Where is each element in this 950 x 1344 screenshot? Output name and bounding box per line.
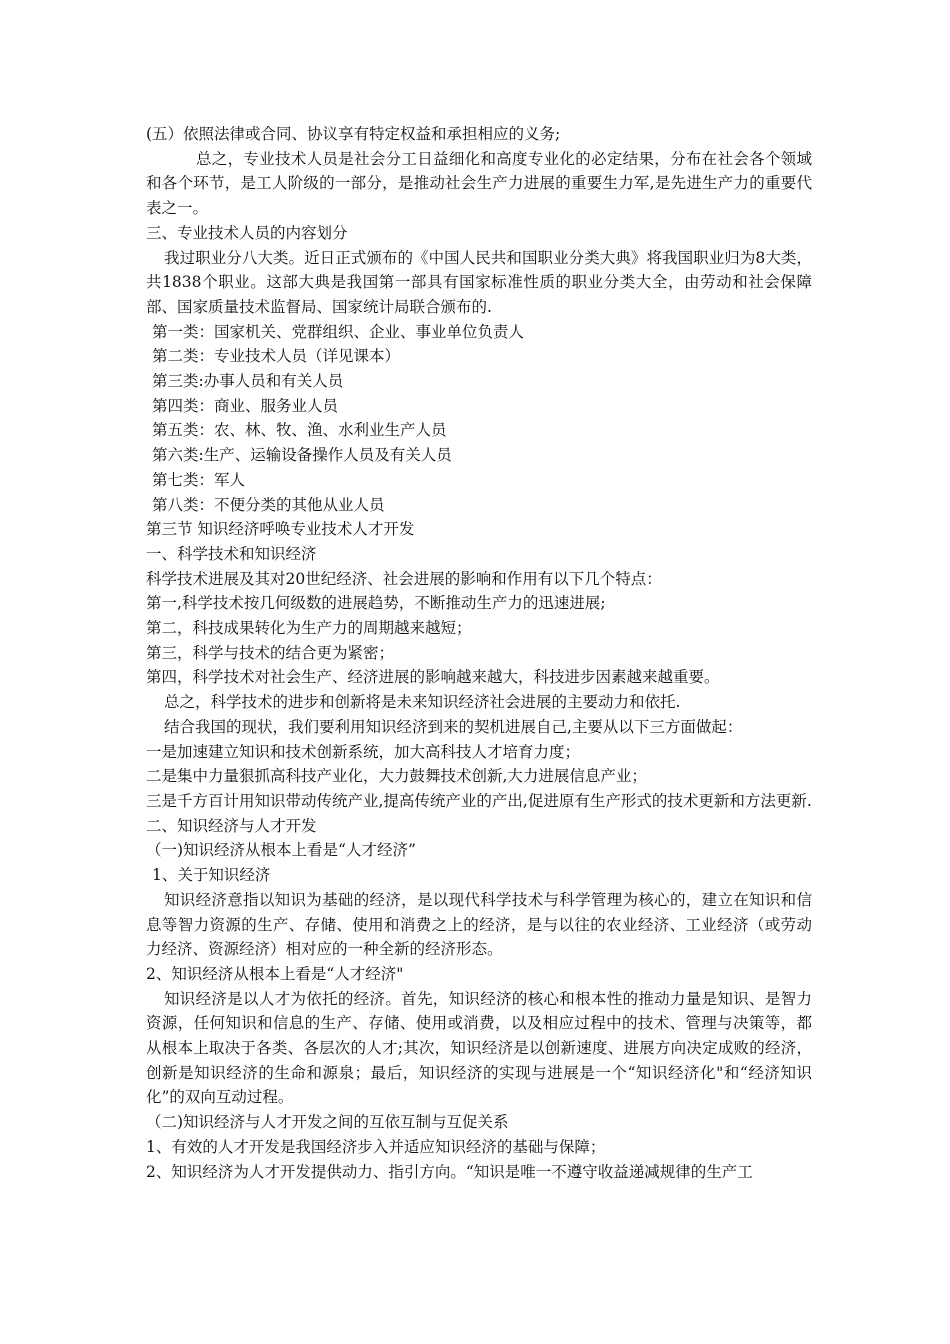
paragraph: 知识经济意指以知识为基础的经济，是以现代科学技术与科学管理为核心的，建立在知识和信息等智力资源的生产、存储、使用和消费之上的经济，是与以往的农业经济、工业经济（或劳动力经济、资源经济）相对应的一种全新的经济形态。 [146,890,812,959]
list-item: 第四类：商业、服务业人员 [152,396,339,415]
list-item: 1、有效的人才开发是我国经济步入并适应知识经济的基础与保障； [146,1137,606,1156]
list-item: 第二类：专业技术人员（详见课本） [152,347,401,366]
section-heading: 第三节 知识经济呼唤专业技术人才开发 [146,520,415,539]
list-item: 二是集中力量狠抓高科技产业化，大力鼓舞技术创新,大力进展信息产业； [146,767,647,786]
paragraph: 知识经济是以人才为依托的经济。首先，知识经济的核心和根本性的推动力量是知识、是智力资源，任何知识和信息的生产、存储、使用或消费，以及相应过程中的技术、管理与决策等，都从根本上取决于各类、各层次的人才;其次，知识经济是以创新速度、进展方向决定成败的经济，创新是知识经济的生命和源泉；最后，知识经济的实现与进展是一个“知识经济化"和“经济知识化”的双向互动过程。 [146,989,812,1107]
list-item: 第一类：国家机关、党群组织、企业、事业单位负责人 [152,322,525,341]
paragraph: (五）依照法律或合同、协议享有特定权益和承担相应的义务; [146,125,561,143]
list-item: 第五类：农、林、牧、渔、水利业生产人员 [152,421,447,440]
document-body [146,122,812,1184]
list-item: 第七类：军人 [152,470,246,489]
list-item: 第六类:生产、运输设备操作人员及有关人员 [152,446,452,465]
paragraph: 我过职业分八大类。近日正式颁布的《中国人民共和国职业分类大典》将我国职业归为8大类，共1838个职业。这部大典是我国第一部具有国家标准性质的职业分类大全，由劳动和社会保障部、国家质量技术监督局、国家统计局联合颁布的. [146,248,812,316]
list-item: 第八类：不便分类的其他从业人员 [152,495,385,514]
list-item: 第三，科学与技术的结合更为紧密； [146,643,395,662]
section-heading: 三、专业技术人员的内容划分 [146,223,348,242]
list-item: 一是加速建立知识和技术创新系统，加大高科技人才培育力度； [146,742,581,761]
paragraph: 总之，专业技术人员是社会分工日益细化和高度专业化的必定结果，分布在社会各个领域和各个环节，是工人阶级的一部分，是推动社会生产力进展的重要生力军,是先进生产力的重要代表之一。 [146,149,812,218]
list-item: 第二，科技成果转化为生产力的周期越来越短； [146,619,472,638]
subsection-heading: 2、知识经济从根本上看是“人才经济" [146,964,404,983]
subsection-heading: （二)知识经济与人才开发之间的互依互制与互促关系 [146,1113,509,1132]
list-item: 第一,科学技术按几何级数的进展趋势，不断推动生产力的迅速进展; [146,594,606,613]
paragraph: 科学技术进展及其对20世纪经济、社会进展的影响和作用有以下几个特点： [146,569,662,588]
subsection-heading: 1、关于知识经济 [152,866,271,885]
list-item: 2、知识经济为人才开发提供动力、指引方向。“知识是唯一不遵守收益递减规律的生产工 [146,1162,753,1181]
list-item: 三是千方百计用知识带动传统产业,提高传统产业的产出,促进原有生产形式的技术更新和方法更新. [146,791,812,810]
paragraph: 总之，科学技术的进步和创新将是未来知识经济社会进展的主要动力和依托. [164,693,681,712]
paragraph: 结合我国的现状，我们要利用知识经济到来的契机进展自己,主要从以下三方面做起： [164,717,743,736]
section-heading: 一、科学技术和知识经济 [146,544,317,563]
section-heading: 二、知识经济与人才开发 [146,816,317,835]
list-item: 第三类:办事人员和有关人员 [152,372,344,391]
list-item: 第四，科学技术对社会生产、经济进展的影响越来越大，科技进步因素越来越重要。 [146,668,720,687]
subsection-heading: （一)知识经济从根本上看是“人才经济” [146,841,416,860]
